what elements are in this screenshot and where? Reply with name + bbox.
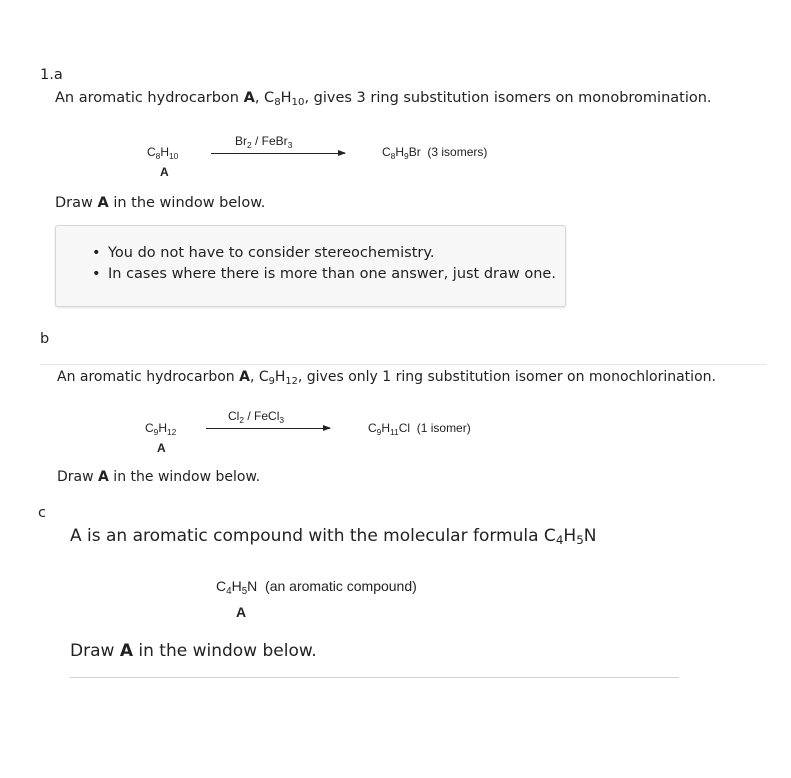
product-formula: $C_9H_{11}Cl$ (1 isomer) (368, 421, 471, 437)
question-text: H (280, 90, 292, 106)
reaction-arrow (206, 428, 330, 429)
notes-box (55, 225, 566, 307)
part-a-instruction: Draw A in the window below. (55, 195, 266, 211)
compound-label: A (236, 604, 247, 620)
reaction-arrow (211, 153, 345, 154)
part-b-question: An aromatic hydrocarbon A, $C_9H_{12}$, gives only 1 ring substitution isomer on monochlorination. (57, 369, 716, 387)
part-b-instruction: Draw A in the window below. (57, 469, 261, 485)
part-a-question (55, 90, 712, 106)
formula-subscript: 10 (291, 97, 305, 108)
reactant-label: A (157, 441, 166, 455)
question-text: , C (254, 90, 275, 106)
compound-formula: $C_4H_5N$ (an aromatic compound) (216, 578, 417, 597)
compound-a-bold: A (243, 90, 255, 106)
reagent-label: $Br_2$ / FeBr$_3$ (235, 134, 293, 150)
question-text: An aromatic hydrocarbon (55, 90, 244, 106)
drawing-window-top-edge (70, 677, 679, 678)
reactant-label: A (160, 165, 169, 179)
formula-subscript: 8 (274, 97, 281, 108)
reagent-label: $Cl_2$ / FeCl$_3$ (228, 409, 285, 425)
reactant-formula: $C_8H_{10}$ (147, 145, 179, 161)
part-c-instruction: Draw A in the window below. (70, 641, 317, 661)
product-formula: $C_8H_9Br$ (3 isomers) (382, 145, 488, 161)
bullet-icon: • (92, 266, 101, 282)
part-c-question: A is an aromatic compound with the molecular formula $C_4H_5N$ (70, 526, 597, 547)
part-c-label: c (38, 505, 46, 521)
note-item: • In cases where there is more than one answer, just draw one. (92, 266, 556, 282)
divider (40, 364, 766, 365)
note-item: • You do not have to consider stereochemistry. (92, 245, 435, 261)
part-a-label: 1.a (40, 67, 63, 83)
part-b-label: b (40, 331, 50, 347)
bullet-icon: • (92, 245, 101, 261)
question-text: , gives 3 ring substitution isomers on monobromination. (304, 90, 712, 106)
reactant-formula: $C_9H_{12}$ (145, 421, 177, 437)
